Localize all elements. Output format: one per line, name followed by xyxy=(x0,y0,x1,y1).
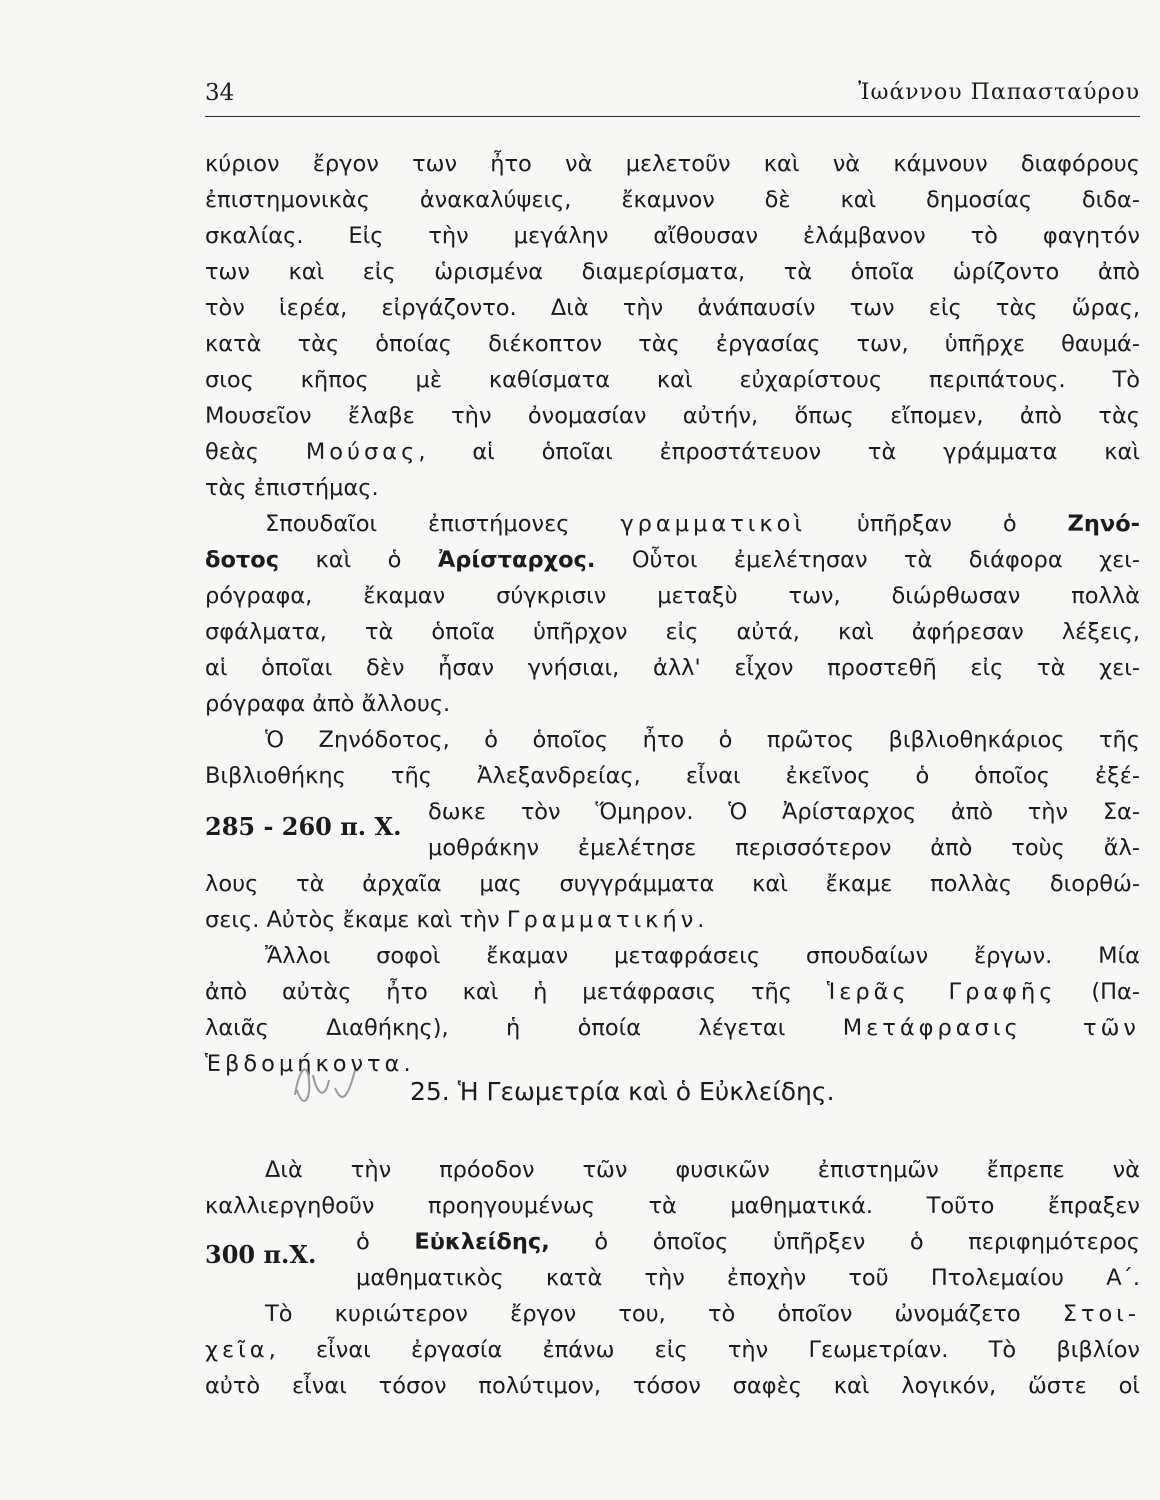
bold-name: Ἀρίσταρχος. xyxy=(437,547,596,573)
spaced-text: Μούσας xyxy=(305,439,419,465)
text-line: αὐτὸ εἶναι τόσον πολύτιμον, τόσον σαφὲς καὶ λογικόν, ὥστε οἱ xyxy=(205,1373,1140,1399)
bold-name: δοτος xyxy=(205,547,280,573)
text-line xyxy=(205,436,1140,468)
text-line: κύριον ἔργον των ἦτο νὰ μελετοῦν καὶ νὰ κάμνουν διαφόρους xyxy=(205,151,1140,177)
text-line: δωκε τὸν Ὅμηρον. Ὁ Ἀρίσταρχος ἀπὸ τὴν Σα- xyxy=(428,799,1140,825)
text-run: λαιᾶς Διαθήκης), ἡ ὁποία λέγεται xyxy=(205,1015,843,1041)
running-head: Ἰωάννου Παπασταύρου xyxy=(858,80,1140,105)
text-line: τὸν ἱερέα, εἰργάζοντο. Διὰ τὴν ἀνάπαυσίν των εἰς τὰς ὥρας, xyxy=(205,295,1140,321)
text-run: , αἱ ὁποῖαι ἐπροστάτευον τὰ γράμματα καὶ xyxy=(418,439,1140,465)
spaced-text: Μετάφρασις τῶν xyxy=(842,1015,1140,1041)
text-run: (Πα- xyxy=(1056,979,1140,1005)
text-run: ὑπῆρξαν ὁ xyxy=(806,511,1068,537)
spaced-text: χεῖα xyxy=(205,1337,269,1363)
bold-name: Ζηνό- xyxy=(1067,511,1140,537)
text-line: καλλιεργηθοῦν προηγουμένως τὰ μαθηματικά. Τοῦτο ἔπραξεν xyxy=(205,1193,1140,1219)
bold-name: Εὐκλείδης, xyxy=(414,1229,550,1255)
text-line: σιος κῆπος μὲ καθίσματα καὶ εὐχαρίστους περιπάτους. Τὸ xyxy=(205,367,1140,393)
text-line: Βιβλιοθήκης τῆς Ἀλεξανδρείας, εἶναι ἐκεῖνος ὁ ὁποῖος ἐξέ- xyxy=(205,763,1140,789)
text-line: κατὰ τὰς ὁποίας διέκοπτον τὰς ἐργασίας των, ὑπῆρχε θαυμά- xyxy=(205,331,1140,357)
text-run: καὶ ὁ xyxy=(279,547,438,573)
text-line xyxy=(205,1334,1140,1366)
text-line xyxy=(205,544,1140,576)
text-run: Τὸ κυριώτερον ἔργον του, τὸ ὁποῖον ὠνομάζετο xyxy=(265,1301,1063,1327)
text-run: . xyxy=(697,907,705,933)
text-line: Ὁ Ζηνόδοτος, ὁ ὁποῖος ἦτο ὁ πρῶτος βιβλιοθηκάριος τῆς xyxy=(265,727,1140,753)
text-line xyxy=(205,904,1140,936)
section-title: 25. Ἡ Γεωμετρία καὶ ὁ Εὐκλείδης. xyxy=(410,1077,835,1106)
text-line: Μουσεῖον ἔλαβε τὴν ὀνομασίαν αὐτήν, ὅπως εἴπομεν, ἀπὸ τὰς xyxy=(205,403,1140,429)
text-line: μαθηματικὸς κατὰ τὴν ἐποχὴν τοῦ Πτολεμαίου Α΄. xyxy=(356,1265,1140,1291)
text-line: των καὶ εἰς ὡρισμένα διαμερίσματα, τὰ ὁποῖα ὡρίζοντο ἀπὸ xyxy=(205,259,1140,285)
page-number: 34 xyxy=(205,80,235,106)
text-run: ὁ xyxy=(356,1229,415,1255)
margin-date: 300 π.Χ. xyxy=(205,1240,317,1269)
text-run: σεις. Αὐτὸς ἔκαμε καὶ τὴν xyxy=(205,907,507,933)
spaced-text: Ἱερᾶς Γραφῆς xyxy=(826,979,1057,1005)
text-line: σκαλίας. Εἰς τὴν μεγάλην αἴθουσαν ἐλάμβανον τὸ φαγητόν xyxy=(205,223,1140,249)
text-line: τὰς ἐπιστήμας. xyxy=(205,475,379,501)
text-run: ἀπὸ αὐτὰς ἦτο καὶ ἡ μετάφρασις τῆς xyxy=(205,979,827,1005)
margin-date: 285 - 260 π. Χ. xyxy=(205,812,402,841)
text-line xyxy=(265,508,1140,540)
text-line: σφάλματα, τὰ ὁποῖα ὑπῆρχον εἰς αὐτά, καὶ ἀφήρεσαν λέξεις, xyxy=(205,619,1140,645)
text-line: Ἄλλοι σοφοὶ ἔκαμαν μεταφράσεις σπουδαίων ἔργων. Μία xyxy=(265,943,1140,969)
spaced-text: γραμματικοὶ xyxy=(620,511,807,537)
spaced-text: Γραμματικήν xyxy=(506,907,698,933)
text-line: ρόγραφα ἀπὸ ἄλλους. xyxy=(205,691,451,717)
text-run: , εἶναι ἐργασία ἐπάνω εἰς τὴν Γεωμετρίαν. Τὸ βιβλίον xyxy=(268,1337,1140,1363)
text-line: λους τὰ ἀρχαῖα μας συγγράμματα καὶ ἔκαμε πολλὰς διορθώ- xyxy=(205,871,1140,897)
text-line xyxy=(265,1298,1140,1330)
text-run: θεὰς xyxy=(205,439,306,465)
text-run: Σπουδαῖοι ἐπιστήμονες xyxy=(265,511,621,537)
text-run: Οὗτοι ἐμελέτησαν τὰ διάφορα χει- xyxy=(595,547,1140,573)
page-header xyxy=(205,80,1140,117)
text-run: . xyxy=(403,1051,411,1077)
text-line: αἱ ὁποῖαι δὲν ἦσαν γνήσιαι, ἀλλ' εἶχον προστεθῆ εἰς τὰ χει- xyxy=(205,655,1140,681)
text-line: μοθράκην ἐμελέτησε περισσότερον ἀπὸ τοὺς ἄλ- xyxy=(428,835,1140,861)
text-run: ὁ ὁποῖος ὑπῆρξεν ὁ περιφημότερος xyxy=(549,1229,1140,1255)
text-line: Διὰ τὴν πρόοδον τῶν φυσικῶν ἐπιστημῶν ἔπρεπε νὰ xyxy=(265,1157,1140,1183)
text-line: ρόγραφα, ἔκαμαν σύγκρισιν μεταξὺ των, διώρθωσαν πολλὰ xyxy=(205,583,1140,609)
text-line: ἐπιστημονικὰς ἀνακαλύψεις, ἔκαμνον δὲ καὶ δημοσίας διδα- xyxy=(205,187,1140,213)
text-line xyxy=(356,1226,1140,1258)
text-line xyxy=(205,976,1140,1008)
spaced-text: Ἑβδομήκοντα xyxy=(205,1051,404,1077)
pencil-mark-icon xyxy=(285,1040,385,1120)
spaced-text: Στοι- xyxy=(1062,1301,1140,1327)
